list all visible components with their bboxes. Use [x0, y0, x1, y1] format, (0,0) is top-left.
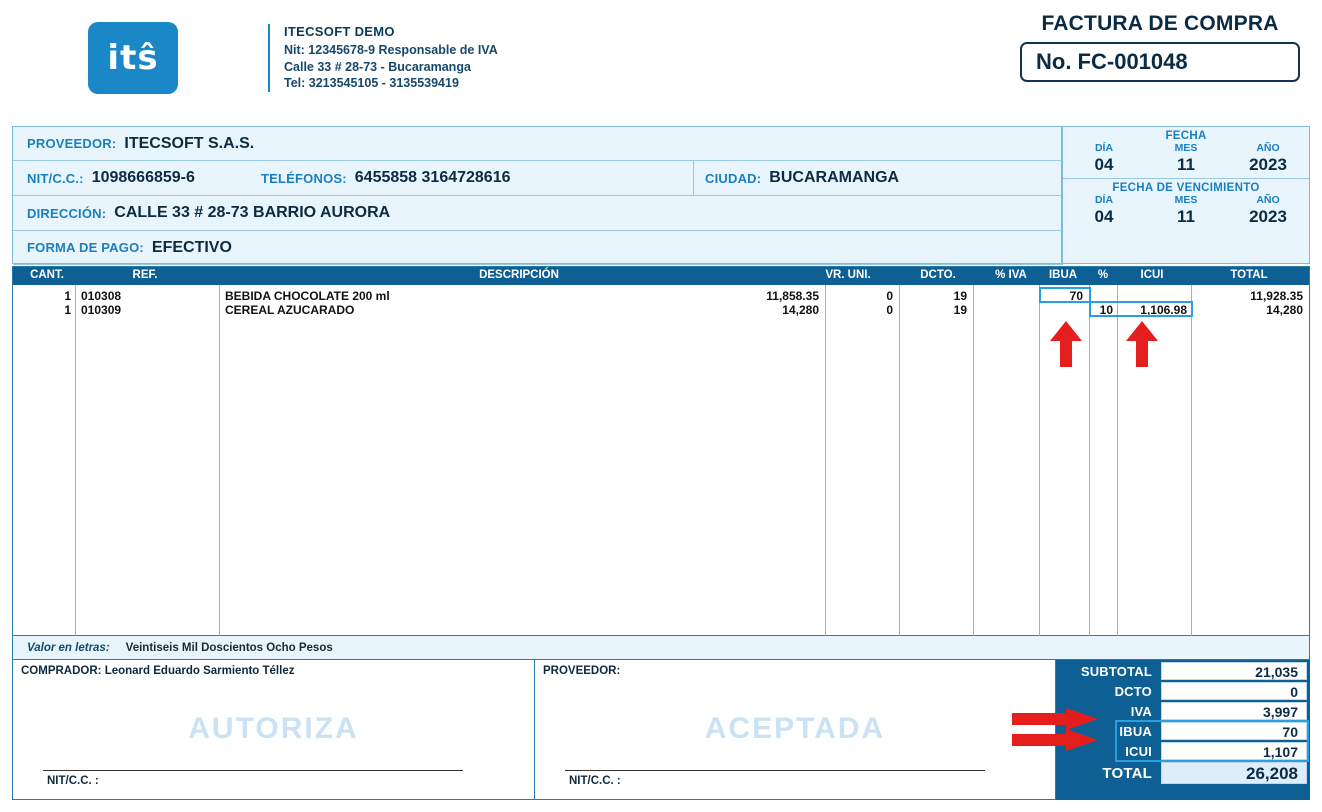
- col-sep-7: [1089, 285, 1090, 636]
- vencimiento-values: [1063, 206, 1309, 227]
- col-header-ref: REF.: [132, 269, 158, 281]
- nit-value: 1098666859-6: [91, 169, 195, 186]
- cell-ibua: 70: [1069, 289, 1083, 303]
- col-header-pct: %: [1097, 269, 1109, 281]
- items-table: [12, 266, 1310, 636]
- dcto-label: DCTO: [1114, 683, 1152, 699]
- document-title: FACTURA DE COMPRA: [1041, 12, 1279, 35]
- supplier-row-forma-pago: [13, 231, 1063, 265]
- forma-pago-label: FORMA DE PAGO:: [27, 240, 144, 255]
- proveedor-sign-label: PROVEEDOR:: [543, 665, 621, 677]
- col-sep-6: [1039, 285, 1040, 636]
- invoice-header: [0, 0, 1322, 118]
- aceptada-stamp: ACEPTADA: [704, 712, 886, 745]
- vencimiento-headers: [1063, 194, 1309, 206]
- subtotal-label: SUBTOTAL: [1080, 663, 1152, 679]
- items-table-body: [13, 285, 1309, 636]
- iva-value: 3,997: [1161, 702, 1307, 720]
- cell-vr-uni: 11,858.35: [766, 289, 819, 303]
- comprador-label: COMPRADOR: Leonard Eduardo Sarmiento Téllez: [21, 665, 295, 677]
- cell-ref: 010309: [81, 303, 122, 317]
- col-header-descripcion: DESCRIPCIÓN: [479, 269, 559, 281]
- cell-vr-uni: 14,280: [782, 303, 819, 317]
- vencimiento-title: FECHA DE VENCIMIENTO: [1112, 182, 1260, 194]
- total-value: 26,208: [1161, 762, 1307, 784]
- proveedor-value: ITECSOFT S.A.S.: [124, 134, 255, 152]
- valor-en-letras: [12, 636, 1310, 660]
- ciudad-value: BUCARAMANGA: [769, 169, 900, 186]
- col-header-iva: % IVA: [995, 269, 1027, 281]
- col-sep-4: [899, 285, 900, 636]
- fecha-title: FECHA: [1165, 130, 1207, 142]
- signature-proveedor: [534, 660, 1055, 800]
- proveedor-signature-line: [565, 770, 985, 771]
- telefonos-label: TELÉFONOS:: [261, 170, 347, 186]
- company-nit: Nit: 12345678-9 Responsable de IVA: [284, 43, 498, 57]
- cell-icui: 1,106.98: [1140, 303, 1187, 317]
- cell-dcto: 0: [886, 303, 893, 317]
- col-header-dcto: DCTO.: [920, 269, 956, 281]
- direccion-label: DIRECCIÓN:: [27, 205, 107, 221]
- col-header-vr-uni: VR. UNI.: [825, 269, 871, 281]
- fecha-mes-value: 11: [1177, 155, 1195, 174]
- company-name: ITECSOFT DEMO: [284, 24, 395, 39]
- cell-cant: 1: [64, 289, 71, 303]
- venc-dia-value: 04: [1094, 207, 1114, 226]
- cell-pct: 10: [1099, 303, 1113, 317]
- supplier-row-direccion: [13, 196, 1063, 231]
- iva-label: IVA: [1130, 703, 1152, 719]
- comprador-nit-label: NIT/C.C. :: [47, 775, 99, 787]
- supplier-row-proveedor: [13, 127, 1063, 161]
- arrow-left-icui-icon: [1012, 729, 1098, 751]
- cell-descripcion: BEBIDA CHOCOLATE 200 ml: [225, 289, 390, 303]
- venc-dia-label: DÍA: [1094, 194, 1114, 206]
- ciudad-label: CIUDAD:: [705, 170, 762, 186]
- col-header-total: TOTAL: [1230, 269, 1268, 281]
- ibua-label: IBUA: [1119, 723, 1152, 739]
- venc-anio-value: 2023: [1249, 207, 1287, 226]
- direccion-value: CALLE 33 # 28-73 BARRIO AURORA: [114, 204, 391, 221]
- company-logo: itŝ: [88, 22, 178, 94]
- col-sep-5: [973, 285, 974, 636]
- total-label: TOTAL: [1102, 764, 1152, 782]
- cell-ref: 010308: [81, 289, 122, 303]
- col-header-cant: CANT.: [30, 269, 64, 281]
- proveedor-label: PROVEEDOR:: [27, 136, 117, 151]
- icui-value: 1,107: [1161, 742, 1307, 760]
- cell-cant: 1: [64, 303, 71, 317]
- fecha-dia-label: DÍA: [1094, 142, 1114, 154]
- arrow-left-ibua-icon: [1012, 708, 1098, 730]
- items-table-header: [13, 267, 1309, 285]
- col-sep-8: [1117, 285, 1118, 636]
- col-sep-2: [219, 285, 220, 636]
- valor-letras-label: Valor en letras:: [27, 641, 110, 654]
- autoriza-stamp: AUTORIZA: [188, 712, 359, 745]
- valor-letras-value: Veintiseis Mil Doscientos Ocho Pesos: [125, 641, 333, 654]
- total-row-dcto: [1057, 681, 1309, 701]
- venc-mes-label: MES: [1174, 194, 1198, 206]
- forma-pago-value: EFECTIVO: [151, 238, 232, 256]
- telefonos-value: 6455858 3164728616: [354, 169, 511, 186]
- supplier-row-nit: [13, 161, 1063, 196]
- company-info: [268, 24, 498, 92]
- cell-iva: 19: [953, 303, 967, 317]
- company-address: Calle 33 # 28-73 - Bucaramanga: [284, 59, 471, 74]
- fecha-mes-label: MES: [1174, 142, 1198, 154]
- document-number: No. FC-001048: [1020, 42, 1300, 82]
- arrow-up-icui-icon: [1125, 321, 1159, 367]
- comprador-signature-line: [43, 770, 463, 771]
- total-row-total: [1057, 761, 1309, 785]
- arrow-up-ibua-icon: [1049, 321, 1083, 367]
- col-sep-1: [75, 285, 76, 636]
- ibua-value: 70: [1161, 722, 1307, 740]
- fecha-values: [1063, 154, 1309, 175]
- cell-iva: 19: [953, 289, 967, 303]
- cell-dcto: 0: [886, 289, 893, 303]
- col-header-icui: ICUI: [1140, 269, 1164, 281]
- proveedor-nit-label: NIT/C.C. :: [569, 775, 621, 787]
- fecha-dia-value: 04: [1094, 155, 1114, 174]
- icui-label: ICUI: [1125, 743, 1152, 759]
- nit-label: NIT/C.C.:: [27, 170, 84, 186]
- signature-comprador: [13, 660, 534, 800]
- col-sep-3: [825, 285, 826, 636]
- dcto-value: 0: [1161, 682, 1307, 700]
- date-block: [1062, 126, 1310, 264]
- supplier-block: [12, 126, 1062, 264]
- venc-mes-value: 11: [1177, 207, 1195, 226]
- total-row-subtotal: [1057, 661, 1309, 681]
- cell-descripcion: CEREAL AZUCARADO: [225, 303, 355, 317]
- table-row[interactable]: [13, 289, 1309, 303]
- cell-total: 14,280: [1266, 303, 1303, 317]
- signature-block: [12, 660, 1056, 800]
- fecha-anio-label: AÑO: [1256, 142, 1280, 154]
- table-row[interactable]: [13, 303, 1309, 317]
- cell-total: 11,928.35: [1250, 289, 1303, 303]
- col-sep-9: [1191, 285, 1192, 636]
- fecha-headers: [1063, 142, 1309, 154]
- column-divider: [693, 161, 694, 196]
- venc-anio-label: AÑO: [1256, 194, 1280, 206]
- fecha-anio-value: 2023: [1249, 155, 1287, 174]
- subtotal-value: 21,035: [1161, 662, 1307, 680]
- company-phone: Tel: 3213545105 - 3135539419: [284, 76, 459, 90]
- col-header-ibua: IBUA: [1048, 269, 1078, 281]
